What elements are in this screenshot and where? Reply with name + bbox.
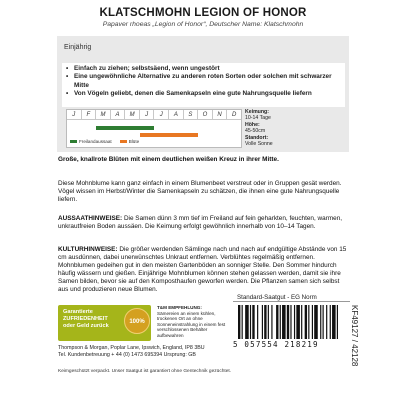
calendar-month: J xyxy=(140,110,155,119)
guarantee-line1: Garantierte xyxy=(63,309,93,315)
disclaimer: Keimgeschützt verpackt. Unser Saatgut ist garantiert ohne Gentechnik gezüchtet. xyxy=(58,369,232,374)
calendar-month: N xyxy=(213,110,228,119)
culture-instructions xyxy=(58,246,350,294)
description-paragraph: Diese Mohnblume kann ganz einfach in einem Blumenbeet verstreut oder in Gruppen gesät werden. Vögel wissen im Herbst/Winter die Samenkapseln zu schätzen, die ihnen eine gute Nahrungsquelle liefern. xyxy=(58,180,342,203)
calendar-month: D xyxy=(231,112,237,118)
company-address xyxy=(58,345,233,359)
guarantee-line2: ZUFRIEDENHEIT xyxy=(63,316,108,323)
sowing-text: Die Samen dünn 3 mm tief im Freiland auf fein geharkten, feuchten, warmen, unkrautfreien Boden aussäen. Die Keimung erfolgt gewöhnlich innerhalb von 10–14 Tagen. xyxy=(58,215,343,230)
product-subtitle: Papaver rhoeas „Legion of Honor“, Deutscher Name: Klatschmohn xyxy=(102,21,304,28)
sowing-heading: AUSSAATHINWEISE: xyxy=(58,215,123,222)
feature-item: • Einfach zu ziehen; selbstsäend, wenn ungestört xyxy=(66,65,341,73)
calendar-months xyxy=(67,110,241,120)
storage-text: Sämereien an einem kühlen, trockenen Ort an ohne Sonneneinstrahlung in einem fest verschlossenen Behälter aufbewahren xyxy=(157,310,226,338)
legend-flowering xyxy=(120,139,139,144)
calendar-month: J xyxy=(67,110,82,119)
sowing-period-bar xyxy=(96,126,154,130)
address-line1: Thompson & Morgan, Poplar Lane, Ipswich, England, IP8 3BU xyxy=(58,345,205,351)
location-label: Standort: xyxy=(245,134,269,141)
sowing-calendar xyxy=(66,109,242,148)
flowering-period-bar xyxy=(140,133,198,137)
calendar-month: A xyxy=(111,110,126,119)
legend-sowing-label: Freilandaussaat xyxy=(79,139,112,144)
product-title: KLATSCHMOHN LEGION OF HONOR xyxy=(99,7,307,19)
culture-text: Die größer werdenden Sämlinge nach und nach auf endgültige Abstände von 15 cm ausdünnen, dabei unerwünschtes Unkraut entfernen. Verblühtes regelmäßig entfernen. Mohnblumen gedeihen gut in den meisten Gartenböden an sonniger Stelle. Den Sommer hindurch häufig wässern und gießen. Einjährige Mohnblumen können stehen gelassen werden, damit sie ihre Samen bilden, bevor sie auf den Komposthaufen geworfen werden. Die Pflanzen samen sich selbst aus und produzieren neue Blumen. xyxy=(58,246,347,293)
feature-item: • Eine ungewöhnliche Alternative zu anderen roten Sorten oder solchen mit schwarzer Mitte xyxy=(66,73,341,90)
calendar-month: M xyxy=(125,110,140,119)
calendar-month: O xyxy=(198,110,213,119)
height-label: Höhe: xyxy=(245,121,260,128)
divider xyxy=(233,301,350,302)
growing-specs xyxy=(245,109,347,147)
germination-label: Keimung: xyxy=(245,109,269,115)
seed-norm: Standard-Saatgut - EG Norm xyxy=(237,294,317,301)
storage-heading: T&M EMPFEHLUNG: xyxy=(157,305,202,310)
calendar-month: M xyxy=(96,110,111,119)
flowering-swatch xyxy=(120,140,127,143)
feature-item: • Von Vögeln geliebt, denen die Samenkapseln eine gute Nahrungsquelle liefern xyxy=(66,90,341,98)
guarantee-seal-icon: 100% xyxy=(124,308,150,334)
product-code: KF49127 / 42128 xyxy=(350,305,359,367)
guarantee-badge xyxy=(58,305,151,341)
calendar-month: J xyxy=(154,110,169,119)
guarantee-line3: oder Geld zurück xyxy=(63,323,109,330)
description-intro: Große, knallrote Blüten mit einem deutlichen weißen Kreuz in ihrer Mitte. xyxy=(58,156,279,163)
address-line2: Tel. Kundenbetreuung + 44 (0) 1473 695394 Ursprung: GB xyxy=(58,352,196,358)
storage-recommendation xyxy=(157,305,227,339)
legend-sowing xyxy=(70,139,112,144)
calendar-month: A xyxy=(169,110,184,119)
location-value: Volle Sonne xyxy=(245,141,273,148)
height-value: 45-50cm xyxy=(245,128,266,135)
guarantee-text xyxy=(63,309,125,331)
culture-heading: KULTURHINWEISE: xyxy=(58,246,118,253)
barcode-icon xyxy=(238,305,338,339)
feature-list xyxy=(62,63,345,107)
lifecycle-label: Einjährig xyxy=(64,44,92,51)
germination-value: 10-14 Tage xyxy=(245,115,271,122)
sowing-instructions xyxy=(58,215,350,231)
calendar-month: S xyxy=(184,110,199,119)
barcode-number: 5 057554 218219 xyxy=(233,340,319,349)
legend-flowering-label: Blüte xyxy=(128,139,140,144)
sowing-swatch xyxy=(70,140,77,143)
calendar-legend xyxy=(70,139,139,144)
calendar-month: F xyxy=(82,110,97,119)
